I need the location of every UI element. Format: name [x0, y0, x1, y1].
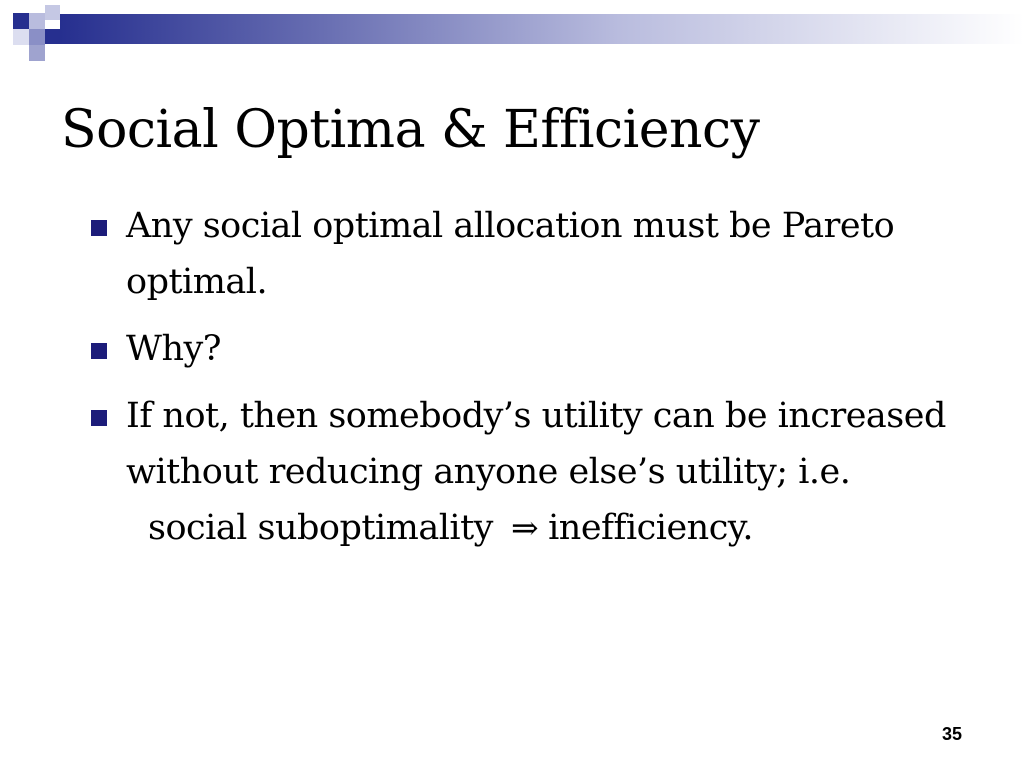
bullet-list: [90, 198, 970, 567]
bullet-item: [90, 198, 970, 310]
implication-left: social suboptimality: [148, 508, 493, 548]
decor-square: [13, 13, 29, 29]
decor-square: [45, 5, 60, 20]
bullet-item: [90, 321, 970, 377]
bullet-text: Any social optimal allocation must be Pareto optimal.: [126, 206, 895, 302]
decor-square: [29, 29, 45, 45]
slide-number: 35: [941, 724, 962, 744]
slide-title: Social Optima & Efficiency: [61, 100, 760, 160]
header-gradient-bar: [60, 14, 1024, 44]
decor-square: [45, 29, 60, 44]
decor-square: [13, 29, 29, 45]
square-bullet-icon: [91, 343, 107, 359]
implies-arrow-icon: ⇒: [510, 508, 539, 547]
bullet-text: Why?: [126, 329, 222, 369]
decor-square: [29, 45, 45, 61]
square-bullet-icon: [91, 220, 107, 236]
implication-line: [126, 500, 970, 556]
decor-square: [29, 13, 45, 29]
implication-right: inefficiency.: [548, 508, 754, 548]
bullet-text: If not, then somebody’s utility can be increased without reducing anyone else’s utility; i.e.: [126, 396, 946, 492]
square-bullet-icon: [91, 410, 107, 426]
bullet-item: [90, 388, 970, 556]
